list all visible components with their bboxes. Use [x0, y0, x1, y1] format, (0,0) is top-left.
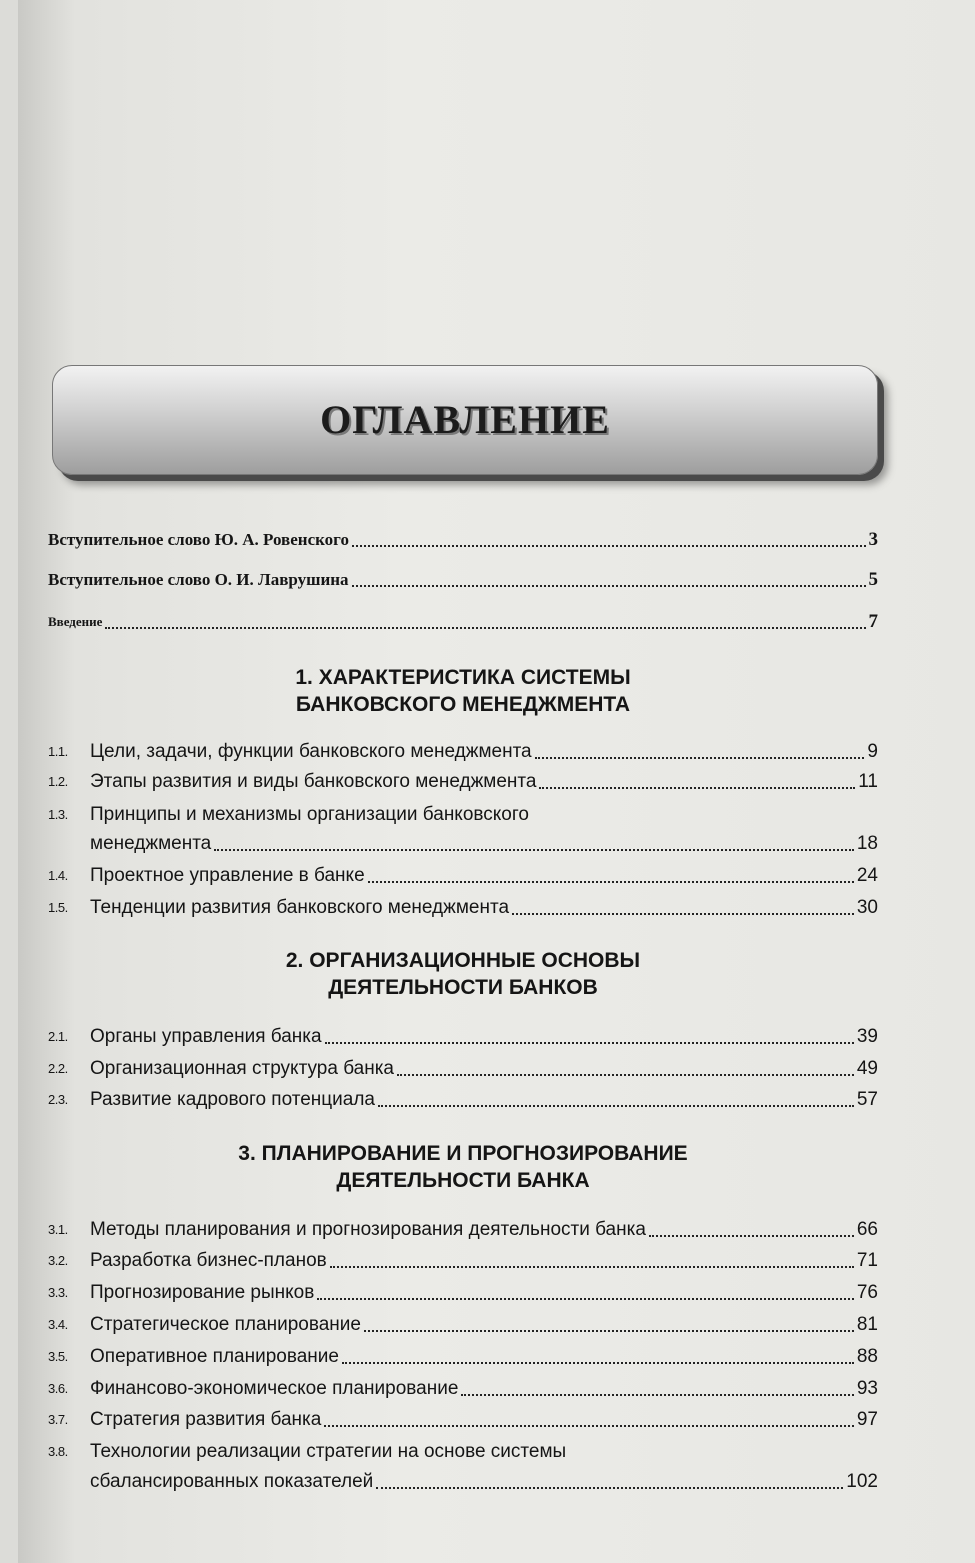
- leader-dots: [512, 913, 854, 915]
- chapter-heading-line: ДЕЯТЕЛЬНОСТИ БАНКА: [336, 1169, 590, 1192]
- toc-entry-text: Разработка бизнес-планов: [90, 1250, 327, 1271]
- book-page: [18, 0, 975, 1563]
- toc-entry[interactable]: [48, 1281, 878, 1305]
- toc-entry-text: Этапы развития и виды банковского менеджмента: [90, 771, 537, 792]
- toc-entry-text: Финансово-экономическое планирование: [90, 1378, 459, 1399]
- toc-entry-number: 3.1.: [48, 1222, 68, 1237]
- toc-entry-text: менеджмента: [90, 833, 212, 854]
- toc-entry-page: 49: [856, 1058, 878, 1079]
- leader-dots: [342, 1362, 854, 1364]
- toc-entry-page: 30: [856, 897, 878, 918]
- toc-entry-text: сбалансированных показателей: [90, 1471, 374, 1492]
- toc-entry[interactable]: [48, 1025, 878, 1049]
- leader-dots: [649, 1235, 854, 1237]
- contents-title-banner: [52, 365, 878, 475]
- toc-entry-text: Прогнозирование рынков: [90, 1282, 315, 1303]
- leader-dots: [352, 545, 866, 547]
- leader-dots: [324, 1425, 854, 1427]
- toc-entry-text: Цели, задачи, функции банковского менеджмента: [90, 741, 532, 762]
- toc-entry[interactable]: [48, 803, 878, 827]
- toc-entry-text: Органы управления банка: [90, 1026, 322, 1047]
- toc-entry-page: 76: [856, 1282, 878, 1303]
- toc-entry-page: 57: [856, 1089, 878, 1110]
- leader-dots: [539, 787, 855, 789]
- chapter-heading-line: 1. ХАРАКТЕРИСТИКА СИСТЕМЫ: [295, 666, 631, 689]
- toc-entry-text: Стратегия развития банка: [90, 1409, 322, 1430]
- toc-entry-page: 3: [868, 529, 878, 550]
- toc-entry-text: Тенденции развития банковского менеджмента: [90, 897, 510, 918]
- toc-entry-number: 3.7.: [48, 1412, 68, 1427]
- toc-entry-number: 2.3.: [48, 1092, 68, 1107]
- toc-entry-page: 9: [867, 741, 878, 762]
- chapter-heading-line: ДЕЯТЕЛЬНОСТИ БАНКОВ: [328, 976, 598, 999]
- leader-dots: [397, 1074, 854, 1076]
- leader-dots: [378, 1105, 854, 1107]
- chapter-heading-line: 2. ОРГАНИЗАЦИОННЫЕ ОСНОВЫ: [285, 949, 641, 972]
- toc-entry-text: Вступительное слово Ю. А. Ровенского: [48, 530, 349, 549]
- leader-dots: [330, 1266, 854, 1268]
- toc-entry-page: 24: [856, 865, 878, 886]
- toc-entry-text: Развитие кадрового потенциала: [90, 1089, 375, 1110]
- toc-entry-text: Введение: [48, 614, 103, 629]
- toc-entry-page: 102: [846, 1471, 878, 1492]
- toc-entry-page: 11: [858, 771, 878, 792]
- toc-entry-page: 18: [856, 833, 878, 854]
- leader-dots: [352, 585, 866, 587]
- toc-entry[interactable]: [48, 1408, 878, 1432]
- toc-entry[interactable]: [48, 1088, 878, 1112]
- leader-dots: [214, 849, 854, 851]
- toc-entry-text: Проектное управление в банке: [90, 865, 365, 886]
- toc-entry[interactable]: [48, 770, 878, 794]
- chapter-heading-line: 3. ПЛАНИРОВАНИЕ И ПРОГНОЗИРОВАНИЕ: [238, 1142, 688, 1165]
- toc-entry-number: 1.4.: [48, 868, 68, 883]
- toc-entry-page: 97: [856, 1409, 878, 1430]
- leader-dots: [461, 1394, 853, 1396]
- toc-intro-entry[interactable]: [48, 568, 878, 592]
- toc-entry[interactable]: [48, 896, 878, 920]
- toc-entry-page: 81: [856, 1314, 878, 1335]
- toc-entry[interactable]: [48, 1377, 878, 1401]
- toc-entry-number: 3.8.: [48, 1444, 68, 1459]
- toc-entry-continuation[interactable]: [90, 1470, 878, 1494]
- toc-entry-text: Стратегическое планирование: [90, 1314, 361, 1335]
- toc-entry-number: 2.1.: [48, 1029, 68, 1044]
- toc-entry-page: 93: [856, 1378, 878, 1399]
- toc-entry-number: 1.5.: [48, 900, 68, 915]
- toc-entry-text: Оперативное планирование: [90, 1346, 339, 1367]
- chapter-heading: [48, 664, 878, 718]
- toc-entry-number: 3.2.: [48, 1253, 68, 1268]
- toc-entry-page: 66: [856, 1219, 878, 1240]
- toc-entry-page: 39: [856, 1026, 878, 1047]
- toc-entry-page: 7: [868, 611, 878, 632]
- toc-entry-number: 1.1.: [48, 744, 68, 759]
- toc-entry[interactable]: [48, 1313, 878, 1337]
- toc-entry-text: Технологии реализации стратегии на основе системы: [90, 1441, 567, 1462]
- toc-entry-page: 88: [856, 1346, 878, 1367]
- toc-entry-page: 5: [868, 569, 878, 590]
- leader-dots: [317, 1298, 854, 1300]
- toc-entry-number: 3.6.: [48, 1381, 68, 1396]
- toc-entry-text: Методы планирования и прогнозирования деятельности банка: [90, 1219, 646, 1240]
- toc-entry-text: Организационная структура банка: [90, 1058, 394, 1079]
- toc-entry[interactable]: [48, 1440, 878, 1464]
- toc-entry[interactable]: [48, 1218, 878, 1242]
- toc-entry-number: 3.4.: [48, 1317, 68, 1332]
- leader-dots: [325, 1042, 854, 1044]
- toc-entry[interactable]: [48, 740, 878, 764]
- leader-dots: [368, 881, 854, 883]
- leader-dots: [376, 1487, 843, 1489]
- toc-entry[interactable]: [48, 864, 878, 888]
- toc-entry-number: 2.2.: [48, 1061, 68, 1076]
- leader-dots: [105, 627, 865, 629]
- toc-entry-text: Вступительное слово О. И. Лаврушина: [48, 570, 349, 589]
- leader-dots: [364, 1330, 854, 1332]
- leader-dots: [535, 757, 865, 759]
- contents-title: ОГЛАВЛЕНИЕ: [320, 397, 610, 442]
- toc-entry-number: 1.3.: [48, 807, 68, 822]
- toc-entry[interactable]: [48, 1345, 878, 1369]
- chapter-heading: [48, 947, 878, 1001]
- chapter-heading: [48, 1140, 878, 1194]
- toc-intro-entry[interactable]: [48, 528, 878, 552]
- chapter-heading-line: БАНКОВСКОГО МЕНЕДЖМЕНТА: [295, 693, 631, 716]
- toc-intro-entry[interactable]: [48, 610, 878, 634]
- toc-entry-number: 3.5.: [48, 1349, 68, 1364]
- toc-entry-text: Принципы и механизмы организации банковского: [90, 804, 529, 825]
- toc-entry-continuation[interactable]: [90, 832, 878, 856]
- toc-entry[interactable]: [48, 1249, 878, 1273]
- toc-entry-number: 1.2.: [48, 774, 68, 789]
- toc-entry[interactable]: [48, 1057, 878, 1081]
- toc-entry-page: 71: [856, 1250, 878, 1271]
- toc-entry-number: 3.3.: [48, 1285, 68, 1300]
